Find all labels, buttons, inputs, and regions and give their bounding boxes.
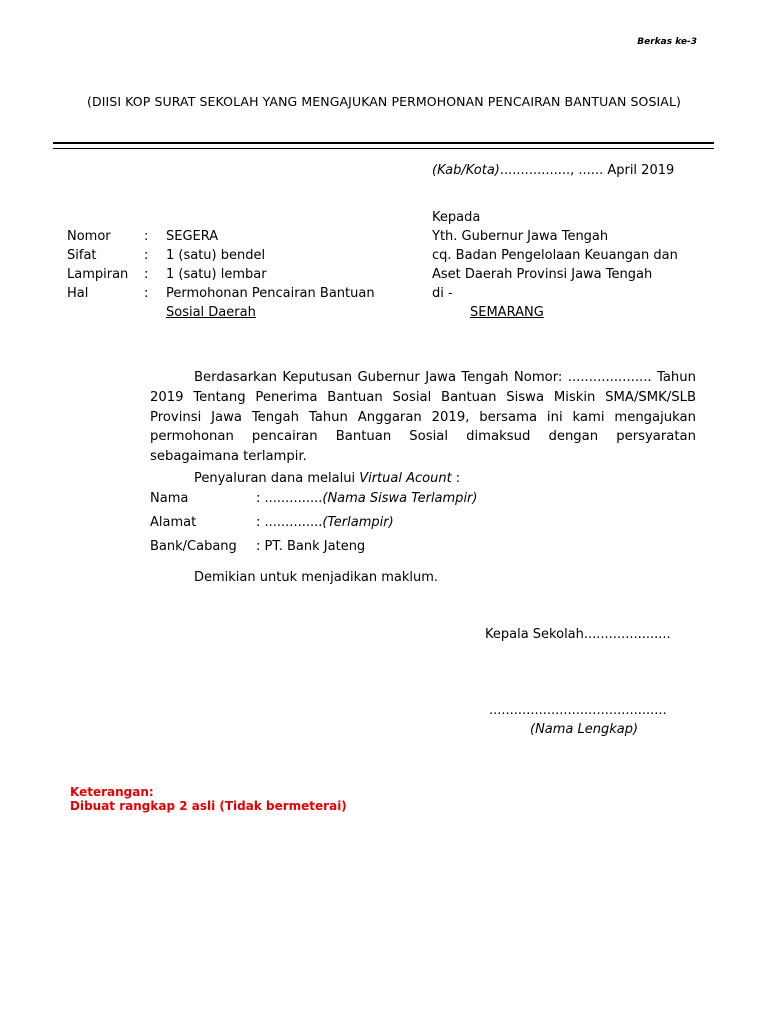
kop-placeholder: (DIISI KOP SURAT SEKOLAH YANG MENGAJUKAN PERMOHONAN PENCAIRAN BANTUAN SOSIAL) <box>87 94 681 109</box>
hal-label: Hal <box>67 286 89 301</box>
header-rule-thick <box>53 142 714 144</box>
lampiran-colon: : <box>144 267 149 282</box>
penyaluran-prefix: Penyaluran dana melalui <box>194 471 360 486</box>
hal-colon: : <box>144 286 149 301</box>
berkas-label: Berkas ke-3 <box>637 37 697 47</box>
lampiran-value: 1 (satu) lembar <box>166 267 267 282</box>
header-rule-thin <box>53 148 714 149</box>
recipient-line4: di - <box>432 286 453 301</box>
date-rest: ................., ...... April 2019 <box>499 163 675 178</box>
nama-label: Nama <box>150 491 189 506</box>
hal-value-line1: Permohonan Pencairan Bantuan <box>166 286 375 301</box>
recipient-city: SEMARANG <box>470 305 544 320</box>
note-label: Keterangan: <box>70 785 154 799</box>
recipient-line1: Yth. Gubernur Jawa Tengah <box>432 229 609 244</box>
alamat-label: Alamat <box>150 515 197 530</box>
penyaluran-suffix: : <box>451 471 461 486</box>
nama-value <box>256 491 477 506</box>
closing-text: Demikian untuk menjadikan maklum. <box>194 570 439 585</box>
nomor-value: SEGERA <box>166 229 219 244</box>
recipient-line2: cq. Badan Pengelolaan Keuangan dan <box>432 248 678 263</box>
alamat-value <box>256 515 394 530</box>
date-line <box>432 163 674 178</box>
recipient-line3: Aset Daerah Provinsi Jawa Tengah <box>432 267 653 282</box>
alamat-italic: (Terlampir) <box>322 515 394 530</box>
sifat-value: 1 (satu) bendel <box>166 248 266 263</box>
bank-value: : PT. Bank Jateng <box>256 539 366 554</box>
recipient-kepada: Kepada <box>432 210 481 225</box>
lampiran-label: Lampiran <box>67 267 129 282</box>
sifat-label: Sifat <box>67 248 97 263</box>
nama-italic: (Nama Siswa Terlampir) <box>322 491 478 506</box>
penyaluran-line <box>194 471 460 486</box>
sifat-colon: : <box>144 248 149 263</box>
nomor-label: Nomor <box>67 229 111 244</box>
hal-value-line2: Sosial Daerah <box>166 305 256 320</box>
kab-kota: (Kab/Kota) <box>432 163 500 178</box>
penyaluran-italic: Virtual Acount <box>359 471 452 486</box>
signature-dots: ........................................... <box>489 703 667 718</box>
signature-title: Kepala Sekolah..................... <box>485 627 671 642</box>
note-text: Dibuat rangkap 2 asli (Tidak bermeterai) <box>70 799 347 813</box>
bank-label: Bank/Cabang <box>150 539 237 554</box>
nomor-colon: : <box>144 229 149 244</box>
alamat-dots: : .............. <box>256 515 323 530</box>
body-paragraph: Berdasarkan Keputusan Gubernur Jawa Tengah Nomor: .................... Tahun 2019 Tentang Penerima Bantuan Sosial Bantuan Siswa Miskin SMA/SMK/SLB Provinsi Jawa Tengah Tahun Anggaran 2019, bersama ini kami mengajukan permohonan pencairan Bantuan Sosial dimaksud dengan persyaratan sebagaimana terlampir. <box>150 370 696 465</box>
signature-name: (Nama Lengkap) <box>530 722 639 737</box>
nama-dots: : .............. <box>256 491 323 506</box>
